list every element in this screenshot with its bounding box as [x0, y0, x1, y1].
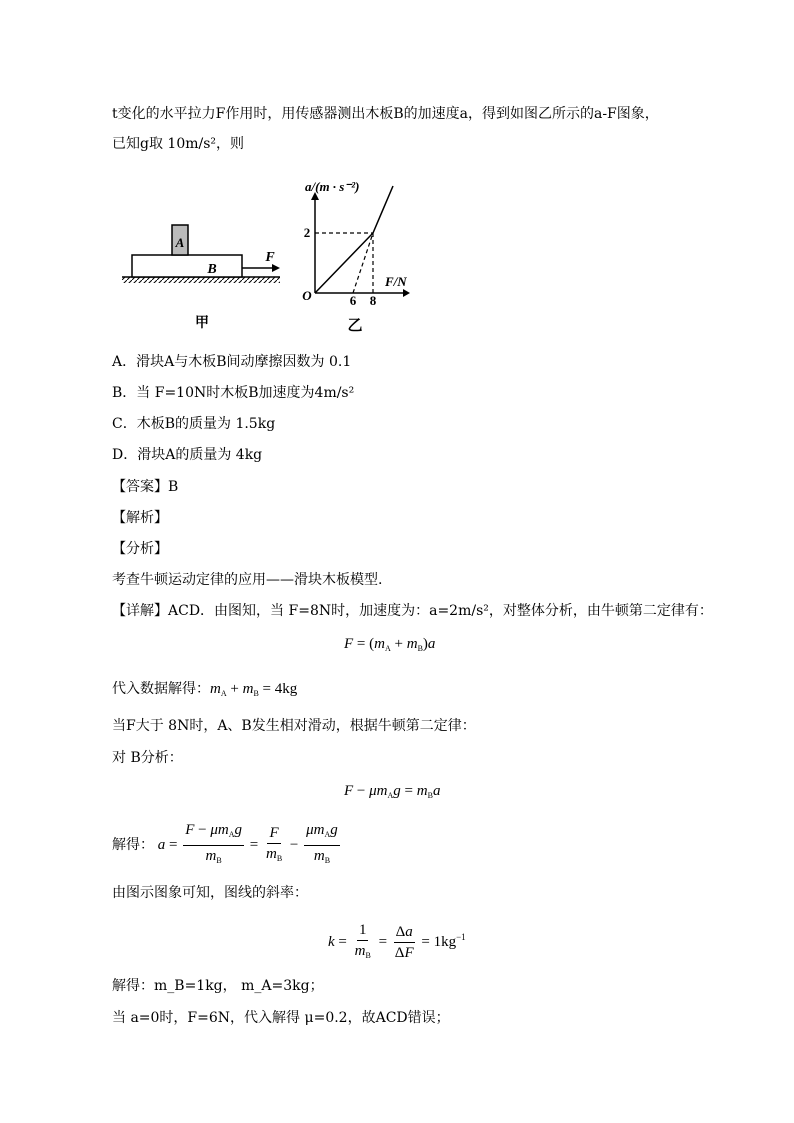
option-a: A．滑块A与木板B间动摩擦因数为 0.1 [112, 354, 352, 370]
result-masses: 解得：m_B=1kg， m_A=3kg； [112, 978, 324, 994]
origin-label: O [302, 288, 312, 303]
figure-yi [295, 178, 425, 338]
tick-label-y-2: 2 [303, 225, 311, 240]
label-b: B [207, 262, 217, 277]
when-f-gt-8: 当F大于 8N时，A、B发生相对滑动，根据牛顿第二定律： [112, 718, 476, 734]
label-f: F [265, 250, 275, 265]
solve-a-line: 解得： a = $\frac{F - \mu m_Ag}{m_B}$ = $\frac{F}{m_B}$ − $\frac{\mu m_Ag}{m_B}$ [112, 822, 338, 866]
topic: 考查牛顿运动定律的应用——滑块木板模型. [112, 572, 383, 588]
intro-line-2: 已知g取 10m/s²，则 [112, 136, 245, 152]
fenxi-heading: 【分析】 [112, 541, 168, 557]
equation-k: k = $\frac{1}{m_B}$ = $\frac{\Delta a}{\Delta F}$ = $1kg^{-1}$ [328, 921, 466, 962]
caption-yi: 乙 [347, 316, 363, 334]
slope-text: 由图示图象可知，图线的斜率： [112, 885, 308, 901]
board-b [132, 255, 242, 277]
dashed-to-6 [353, 233, 373, 293]
detail-1: 【详解】ACD．由图知，当 F=8N时，加速度为：a=2m/s²，对整体分析，由牛顿第二定律有： [112, 603, 713, 619]
caption-jia: 甲 [195, 315, 209, 331]
sub-label: 代入数据解得： [112, 681, 210, 697]
y-axis-label: a/(m · s⁻²) [305, 179, 360, 194]
label-a: A [175, 235, 185, 250]
for-b: 对 B分析： [112, 750, 183, 766]
tick-label-x-6: 6 [349, 293, 357, 308]
ground-surface [122, 277, 280, 283]
analysis-heading: 【解析】 [112, 510, 168, 526]
tick-label-x-8: 8 [369, 293, 377, 308]
option-c: C．木板B的质量为 1.5kg [112, 416, 276, 432]
figure-jia [112, 215, 292, 335]
series-line [315, 186, 393, 293]
equation-3: $F - \mu m_Ag = m_Ba$ [344, 783, 441, 800]
force-arrow [242, 264, 280, 272]
k-rhs: = 1kg [421, 934, 457, 950]
last-line: 当 a=0时，F=6N，代入解得 μ=0.2，故ACD错误； [112, 1010, 450, 1026]
intro-line-1: t变化的水平拉力F作用时，用传感器测出木板B的加速度a，得到如图乙所示的a-F图象， [112, 106, 659, 122]
x-axis-label: F/N [385, 274, 407, 289]
solve-label: 解得： [112, 837, 154, 853]
option-b: B．当 F=10N时木板B加速度为4m/s² [112, 385, 355, 401]
eq2-rhs: = 4kg [262, 681, 298, 697]
equation-1: $F = (m_A + m_B)a$ [344, 636, 436, 653]
k-exp: −1 [456, 932, 466, 942]
equation-2-line: 代入数据解得：$m_A + m_B = 4kg$ [112, 681, 298, 698]
answer: 【答案】B [112, 479, 179, 495]
option-d: D．滑块A的质量为 4kg [112, 447, 263, 463]
